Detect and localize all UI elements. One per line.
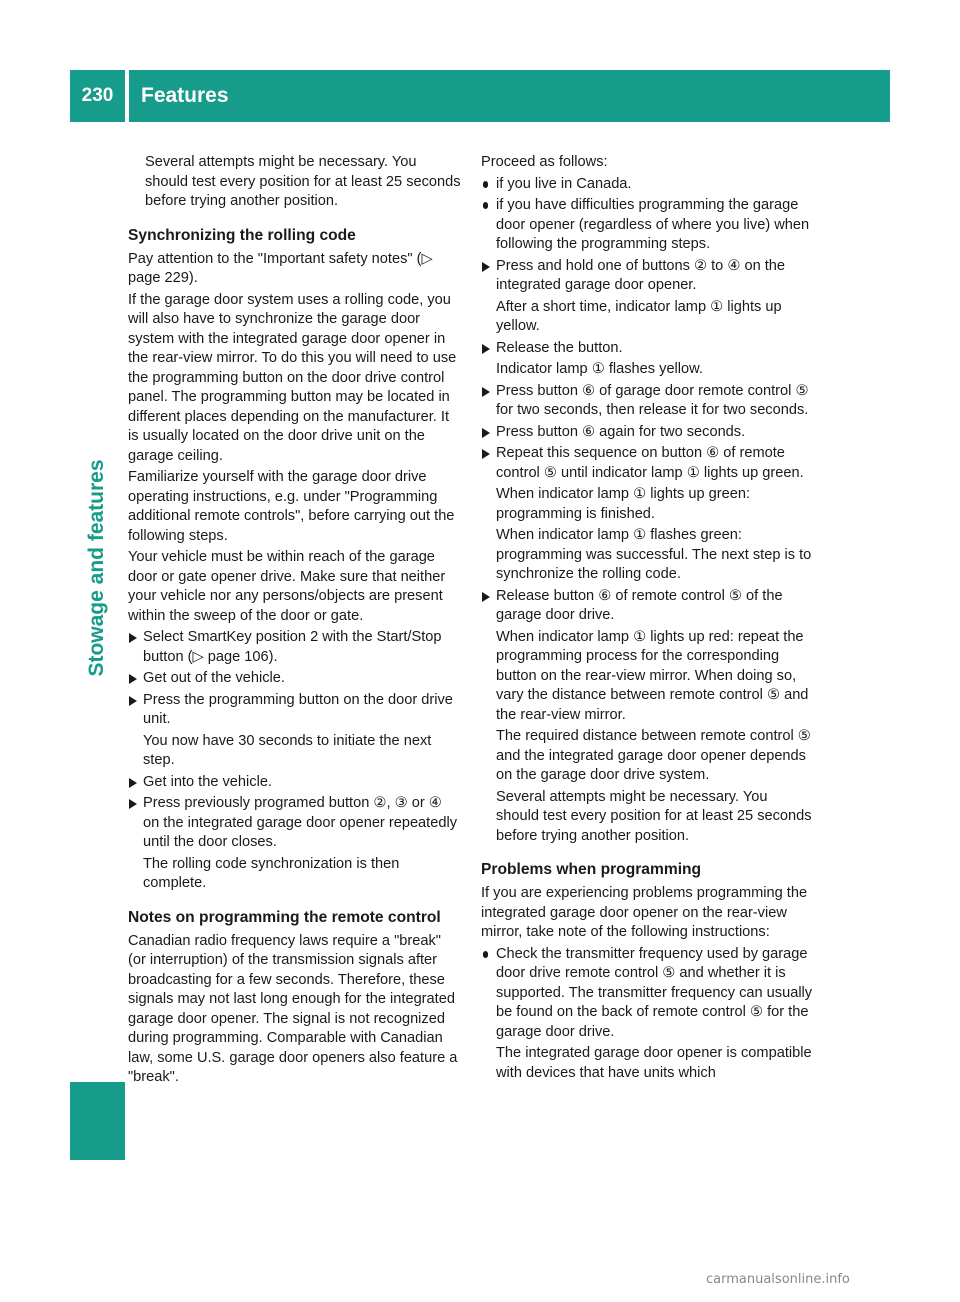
step-note: The rolling code synchronization is then complete. [143,855,400,891]
page-number: 230 [81,85,114,106]
step-note: After a short time, indicator lamp ① lights up yellow. [496,298,782,334]
instruction-step: Press button ⑥ of garage door remote control ⑤ for two seconds, then release it for two seconds. [481,382,813,421]
section-marker [70,1082,125,1160]
page-title: Features [141,84,229,107]
paragraph: If the garage door system uses a rolling code, you will also have to synchronize the garage door system with the integrated garage door opener in the rear-view mirror. To do this you will need to use the programming button on the door drive control panel. The programming button may be located in different places depending on the manufacturer. It is usually located on the door drive unit on the garage ceiling. [128,291,457,464]
instruction-step: Release button ⑥ of remote control ⑤ of the garage door drive. [481,587,813,626]
bullet-item: if you have difficulties programming the garage door opener (regardless of where you live) when following the programming steps. [481,196,813,255]
step-note: Several attempts might be necessary. You should test every position for at least 25 seconds before trying another position. [496,788,812,844]
paragraph: Familiarize yourself with the garage door drive operating instructions, e.g. under "Programming additional remote controls", before carrying out the following steps. [128,469,455,544]
instruction-step: Press button ⑥ again for two seconds. [481,423,813,443]
left-column [128,153,462,1090]
right-column [481,153,813,1085]
step-note: Indicator lamp ① flashes yellow. [496,361,703,377]
step-note: When indicator lamp ① lights up red: repeat the programming process for the corresponding button on the rear-view mirror. When doing so, vary the distance between remote control ⑤ and the rear-view mirror. [496,628,809,723]
watermark[interactable]: carmanualsonline.info [706,1272,850,1287]
bullet-item: Check the transmitter frequency used by garage door drive remote control ⑤ and whether it is supported. The transmitter frequency can usually be found on the back of remote control ⑤ for the garage door drive. [481,945,813,1043]
bullet-item: if you live in Canada. [481,175,813,195]
instruction-step: Repeat this sequence on button ⑥ of remote control ⑤ until indicator lamp ① lights up green. [481,444,813,483]
instruction-step: Release the button. [481,339,813,359]
step-note: The integrated garage door opener is compatible with devices that have units which [496,1045,812,1081]
section-heading: Synchronizing the rolling code [128,226,356,244]
instruction-step: Get out of the vehicle. [128,669,462,689]
paragraph: Several attempts might be necessary. You should test every position for at least 25 seconds before trying another position. [145,154,461,209]
instruction-step: Press the programming button on the door drive unit. [128,691,462,730]
paragraph: Pay attention to the "Important safety notes" (▷ page 229). [128,250,433,286]
instruction-step: Get into the vehicle. [128,773,462,793]
header-separator [125,70,129,122]
paragraph: Your vehicle must be within reach of the garage door or gate opener drive. Make sure that neither your vehicle nor any persons/objects are present within the sweep of the door or gate. [128,549,446,624]
step-note: The required distance between remote control ⑤ and the integrated garage door opener depends on the garage door drive system. [496,728,811,783]
section-heading: Notes on programming the remote control [128,908,441,926]
paragraph: Proceed as follows: [481,154,608,170]
section-label: Stowage and features [85,459,108,677]
section-heading: Problems when programming [481,861,702,878]
step-note: You now have 30 seconds to initiate the next step. [143,732,432,768]
instruction-step: Press previously programed button ②, ③ or ④ on the integrated garage door opener repeatedly until the door closes. [128,794,462,853]
instruction-step: Press and hold one of buttons ② to ④ on the integrated garage door opener. [481,257,813,296]
step-note: When indicator lamp ① flashes green: programming was successful. The next step is to synchronize the rolling code. [496,527,812,582]
paragraph: If you are experiencing problems programming the integrated garage door opener on the rear-view mirror, take note of the following instructions: [481,885,808,940]
paragraph: Canadian radio frequency laws require a "break" (or interruption) of the transmission signals after broadcasting for a few seconds. Therefore, these signals may not last long enough for the integrated garage door opener. The signal is not recognized during programming. Comparable with Canadian law, some U.S. garage door openers also feature a "break". [128,932,458,1085]
instruction-step: Select SmartKey position 2 with the Start/Stop button (▷ page 106). [128,628,462,667]
step-note: When indicator lamp ① lights up green: programming is finished. [496,486,751,522]
